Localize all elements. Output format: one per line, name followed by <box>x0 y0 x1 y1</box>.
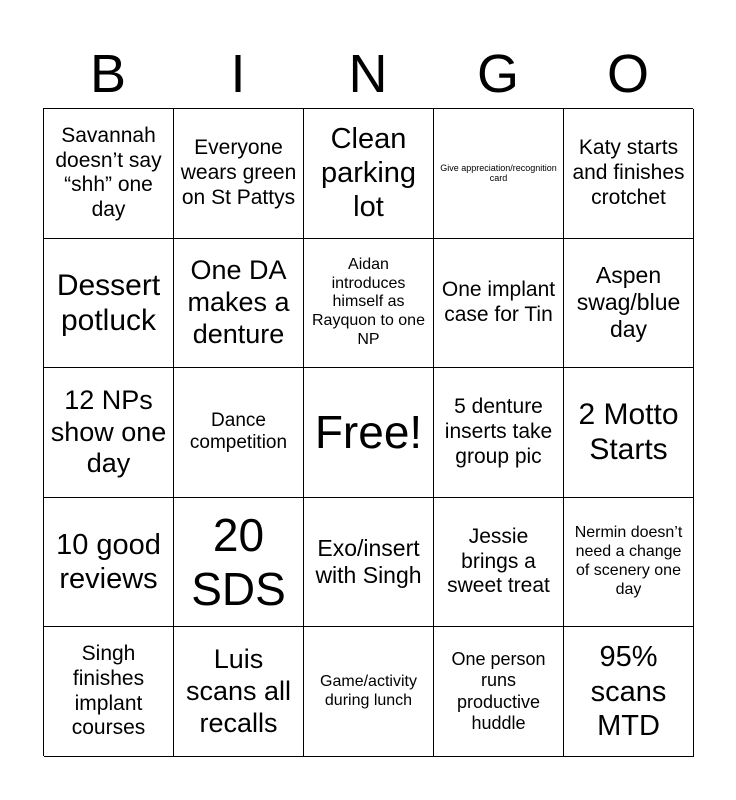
bingo-cell[interactable] <box>44 368 174 498</box>
cell-text: Game/activity during lunch <box>320 672 417 709</box>
cell-text: Exo/insert with Singh <box>315 534 422 589</box>
cell-text: Jessie brings a sweet treat <box>447 524 550 598</box>
bingo-cell[interactable] <box>434 109 564 239</box>
cell-text: Luis scans all recalls <box>185 643 292 738</box>
bingo-cell[interactable] <box>434 368 564 498</box>
cell-text: 10 good reviews <box>56 528 161 596</box>
bingo-cell[interactable] <box>174 368 304 498</box>
cell-text: 5 denture inserts take group pic <box>444 395 553 468</box>
cell-text: Aspen swag/blue day <box>576 262 681 343</box>
cell-text: Free! <box>314 406 423 459</box>
bingo-cell[interactable] <box>434 627 564 757</box>
cell-text: Clean parking lot <box>320 122 417 224</box>
cell-text: Give appreciation/recognition card <box>440 162 557 184</box>
bingo-cell[interactable] <box>564 109 694 239</box>
cell-text: Savannah doesn’t say “shh” one day <box>55 123 162 222</box>
bingo-cell[interactable] <box>564 498 694 628</box>
cell-text: 12 NPs show one day <box>50 384 167 479</box>
bingo-header <box>43 40 693 108</box>
cell-text: Dance competition <box>189 410 288 454</box>
cell-text: Everyone wears green on St Pattys <box>180 136 297 209</box>
bingo-cell[interactable] <box>564 239 694 369</box>
cell-text: One implant case for Tin <box>441 278 556 326</box>
bingo-cell[interactable] <box>174 109 304 239</box>
bingo-cell[interactable] <box>174 239 304 369</box>
bingo-cell[interactable] <box>174 627 304 757</box>
header-letter-n: N <box>348 44 388 104</box>
cell-text: One DA makes a denture <box>187 255 290 349</box>
bingo-cell[interactable] <box>304 627 434 757</box>
bingo-cell[interactable] <box>44 627 174 757</box>
header-letter-g: G <box>476 44 519 104</box>
bingo-cell[interactable] <box>44 109 174 239</box>
bingo-cell[interactable] <box>44 239 174 369</box>
cell-text: Aidan introduces himself as Rayquon to one NP <box>312 255 425 349</box>
header-letter-b: B <box>89 44 127 104</box>
bingo-cell[interactable] <box>174 498 304 628</box>
bingo-cell[interactable] <box>304 498 434 628</box>
header-letter-i: I <box>230 44 246 104</box>
cell-text: Katy starts and finishes crotchet <box>572 136 685 209</box>
cell-text: 95% scans MTD <box>590 641 667 742</box>
bingo-cell[interactable] <box>564 627 694 757</box>
bingo-board <box>43 108 693 756</box>
cell-text: Singh finishes implant courses <box>71 642 146 740</box>
cell-text: Nermin doesn’t need a change of scenery one day <box>574 524 683 598</box>
cell-text: 20 SDS <box>191 508 286 616</box>
bingo-cell[interactable] <box>304 239 434 369</box>
cell-text: Dessert potluck <box>56 268 161 337</box>
bingo-cell[interactable] <box>44 498 174 628</box>
cell-text: 2 Motto Starts <box>578 398 679 467</box>
cell-text: One person runs productive huddle <box>451 649 546 733</box>
bingo-cell[interactable] <box>434 498 564 628</box>
bingo-cell[interactable] <box>434 239 564 369</box>
free-space-cell[interactable] <box>304 368 434 498</box>
bingo-cell[interactable] <box>564 368 694 498</box>
header-letter-o: O <box>606 44 649 104</box>
bingo-cell[interactable] <box>304 109 434 239</box>
